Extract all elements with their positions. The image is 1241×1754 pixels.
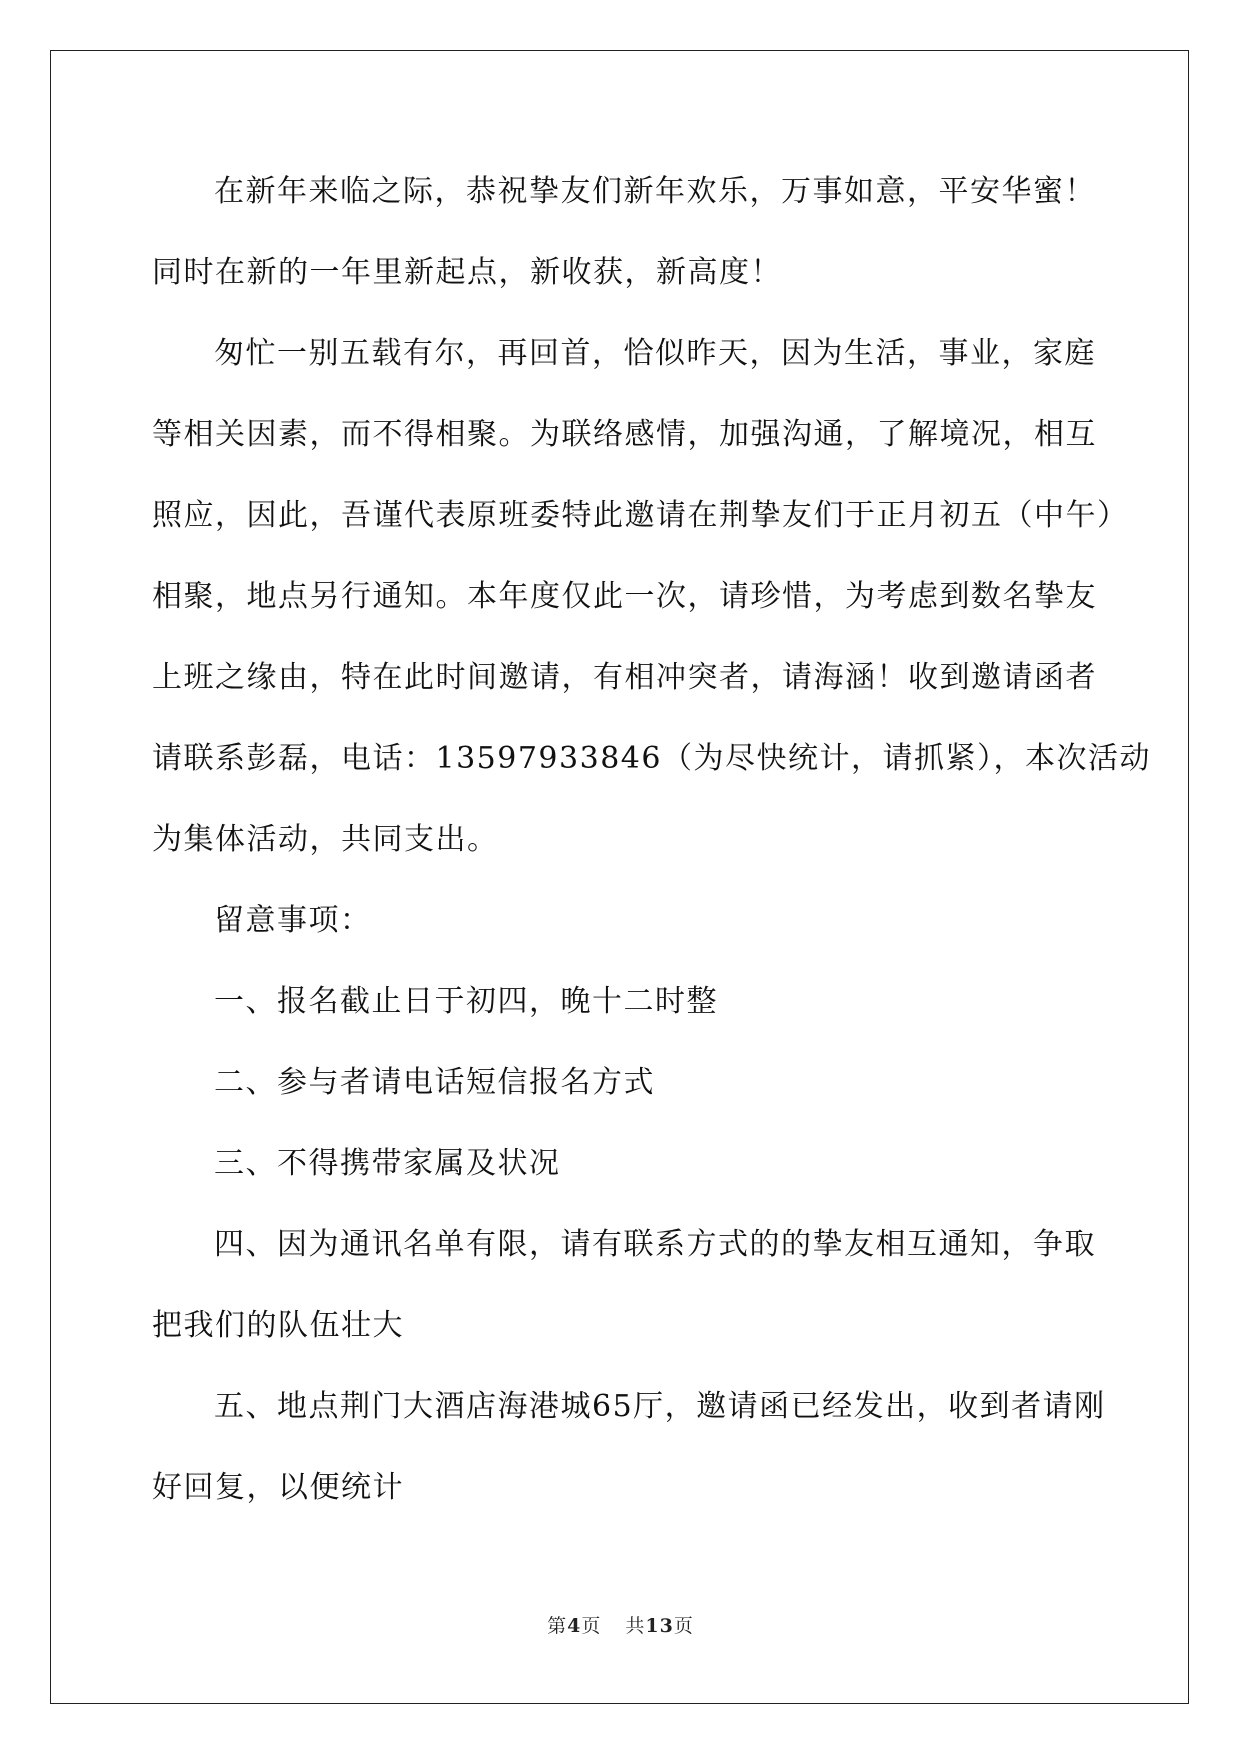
total-prefix: 共 bbox=[625, 1615, 646, 1637]
paragraph-line: 请联系彭磊，电话：13597933846（为尽快统计，请抓紧），本次活动 bbox=[152, 741, 1151, 776]
notes-heading: 留意事项： bbox=[214, 903, 372, 938]
total-pages: 13 bbox=[645, 1615, 674, 1637]
paragraph-line: 照应，因此，吾谨代表原班委特此邀请在荆挚友们于正月初五（中午） bbox=[152, 498, 1129, 533]
note-item-2: 二、参与者请电话短信报名方式 bbox=[214, 1065, 655, 1100]
page-prefix: 第 bbox=[547, 1615, 568, 1637]
note-item-5: 五、地点荆门大酒店海港城65厅，邀请函已经发出，收到者请刚 bbox=[214, 1389, 1106, 1424]
paragraph-line: 为集体活动，共同支出。 bbox=[152, 822, 499, 857]
page-suffix: 页 bbox=[581, 1615, 602, 1637]
paragraph-line: 上班之缘由，特在此时间邀请，有相冲突者，请海涵！收到邀请函者 bbox=[152, 660, 1097, 695]
note-item-3: 三、不得携带家属及状况 bbox=[214, 1146, 561, 1181]
page-footer bbox=[0, 1614, 1241, 1638]
page-border bbox=[50, 50, 1189, 1704]
total-suffix: 页 bbox=[673, 1615, 694, 1637]
paragraph-line: 匆忙一别五载有尔，再回首，恰似昨天，因为生活，事业，家庭 bbox=[214, 336, 1096, 371]
paragraph-line: 在新年来临之际，恭祝挚友们新年欢乐，万事如意，平安华蜜！ bbox=[214, 174, 1096, 209]
note-item-5-continued: 好回复，以便统计 bbox=[152, 1470, 404, 1505]
paragraph-line: 相聚，地点另行通知。本年度仅此一次，请珍惜，为考虑到数名挚友 bbox=[152, 579, 1097, 614]
note-item-4-continued: 把我们的队伍壮大 bbox=[152, 1308, 404, 1343]
paragraph-line: 同时在新的一年里新起点，新收获，新高度！ bbox=[152, 255, 782, 290]
paragraph-line: 等相关因素，而不得相聚。为联络感情，加强沟通，了解境况，相互 bbox=[152, 417, 1097, 452]
page-number: 4 bbox=[567, 1615, 582, 1637]
note-item-1: 一、报名截止日于初四，晚十二时整 bbox=[214, 984, 718, 1019]
note-item-4: 四、因为通讯名单有限，请有联系方式的的挚友相互通知，争取 bbox=[214, 1227, 1096, 1262]
